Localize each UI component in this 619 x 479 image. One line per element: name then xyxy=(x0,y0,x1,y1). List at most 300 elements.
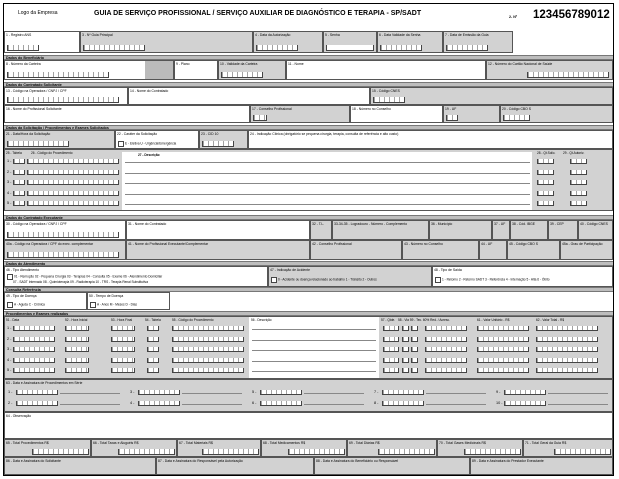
label-nome-profissional-exec: 41 - Nome do Profissional Executante/Complementar xyxy=(128,241,209,246)
input-qt-solic[interactable] xyxy=(537,170,554,175)
input-total-f68[interactable] xyxy=(288,449,345,455)
input-codigo-operadora-exec[interactable] xyxy=(7,232,119,238)
input-tabela-real[interactable] xyxy=(147,337,159,342)
input-serie-data[interactable] xyxy=(504,401,546,406)
section-solicitacao: Dados da Solicitação / Procedimentos e Exames Solicitados xyxy=(4,125,613,130)
label-tl: 32 - T.L. xyxy=(312,221,325,226)
row-number: 5 - xyxy=(7,368,12,372)
input-qtde[interactable] xyxy=(383,326,399,331)
field-profissional-solicitante[interactable] xyxy=(4,105,250,123)
header-qtde: 57 - Qtde. xyxy=(381,318,396,322)
serie-item-number: 10 - xyxy=(496,401,503,405)
sadt-form xyxy=(3,3,614,476)
input-codigo-real[interactable] xyxy=(172,326,244,331)
field-indicacao-acidente[interactable] xyxy=(268,266,432,287)
input-qt-solic[interactable] xyxy=(537,201,554,206)
header-hora-final: 53 - Hora Final xyxy=(111,318,133,322)
label-total-f69: 69 - Total Diárias R$ xyxy=(349,440,380,445)
label-nome-beneficiario: 11 - Nome xyxy=(288,61,304,66)
serie-item-number: 5 - xyxy=(252,390,257,394)
label-total-f65: 65 - Total Procedimentos R$ xyxy=(6,440,49,445)
field-codigo-operadora-sol[interactable] xyxy=(4,87,128,105)
guia-number-label: 2- Nº xyxy=(509,15,518,19)
input-validade-carteira[interactable] xyxy=(221,72,263,78)
label-cid10: 23 - CID 10 xyxy=(201,131,219,136)
input-hora-inicial[interactable] xyxy=(65,368,89,373)
input-codigo-procedimento[interactable] xyxy=(27,170,119,175)
section-realizados: Procedimentos e Exames realizados xyxy=(4,311,613,316)
field-ibge[interactable] xyxy=(510,220,548,240)
field-cep[interactable] xyxy=(548,220,578,240)
field-data-emissao[interactable] xyxy=(443,31,513,53)
input-total-f71[interactable] xyxy=(554,449,611,455)
label-numero-conselho-sol: 18 - Número no Conselho xyxy=(352,106,391,111)
field-tempo-doenca[interactable] xyxy=(87,292,170,310)
checkbox-acidente[interactable] xyxy=(271,277,277,283)
field-uf-exec2[interactable] xyxy=(479,240,507,260)
label-validade-senha: 6 - Data Validade da Senha xyxy=(379,32,421,37)
input-valor-unitario[interactable] xyxy=(477,337,529,342)
serie-assinatura-line[interactable] xyxy=(304,393,364,394)
label-codigo-operadora-sol: 13 - Código na Operadora / CNPJ / CPF xyxy=(6,88,67,93)
input-valor-total[interactable] xyxy=(536,368,598,373)
field-total-f65[interactable] xyxy=(4,439,91,457)
serie-assinatura-line[interactable] xyxy=(60,393,120,394)
input-valor-total[interactable] xyxy=(536,337,598,342)
field-codigo-operadora-exec[interactable] xyxy=(4,220,126,240)
input-codigo-procedimento[interactable] xyxy=(27,159,119,164)
field-procedimentos-serie[interactable] xyxy=(4,379,613,412)
input-serie-data[interactable] xyxy=(382,401,424,406)
field-codigo-exec-complementar[interactable] xyxy=(4,240,126,260)
input-red-acresc[interactable] xyxy=(425,368,467,373)
input-valor-unitario[interactable] xyxy=(477,347,529,352)
header-tabela-real: 54 - Tabela xyxy=(145,318,161,322)
serie-assinatura-line[interactable] xyxy=(426,404,486,405)
field-cnes-exec[interactable] xyxy=(578,220,613,240)
header-descricao-real: 56 - Descrição xyxy=(251,318,272,322)
input-qtde[interactable] xyxy=(383,368,399,373)
section-beneficiario: Dados do Beneficiário xyxy=(4,55,613,60)
label-numero-carteira: 8 - Número da Carteira xyxy=(6,61,41,66)
field-data-autorizacao[interactable] xyxy=(253,31,323,53)
descricao-real-line[interactable] xyxy=(252,329,376,330)
row-number: 3 - xyxy=(7,180,12,184)
row-number: 2 - xyxy=(7,336,12,341)
label-uf-exec: 37 - UF xyxy=(494,221,506,226)
label-municipio: 36 - Município xyxy=(431,221,453,226)
field-municipio[interactable] xyxy=(429,220,492,240)
field-cbo-sol[interactable] xyxy=(500,105,613,123)
tipo-atendimento-opts1: 01 - Remoção 02 - Pequena Cirurgia 03 - Terapias 04 - Consulta 05 - Exame 06 - Atendimento Domiciliar xyxy=(14,274,163,279)
input-cbo-sol[interactable] xyxy=(503,115,530,121)
input-tec[interactable] xyxy=(411,347,418,352)
form-title: GUIA DE SERVIÇO PROFISSIONAL / SERVIÇO AUXILIAR DE DIAGNÓSTICO E TERAPIA - SP/SADT xyxy=(94,10,422,17)
serie-item-number: 3 - xyxy=(130,390,135,394)
label-conselho-exec: 42 - Conselho Profissional xyxy=(312,241,352,246)
field-uf-sol[interactable] xyxy=(443,105,500,123)
header-valor-total: 62 - Valor Total - R$ xyxy=(536,318,565,322)
input-total-f69[interactable] xyxy=(378,449,435,455)
label-data-solicitacao: 21 - Data/Hora da Solicitação xyxy=(6,131,51,136)
tipo-atendimento-opts2: 07 - SADT Internado 08 - Quimioterapia 09 - Radioterapia 10 - TRS - Terapia Renal Substitutiva xyxy=(13,280,149,284)
serie-assinatura-line[interactable] xyxy=(182,404,242,405)
input-tec[interactable] xyxy=(411,358,418,363)
descricao-real-line[interactable] xyxy=(252,350,376,351)
label-logradouro: 33-34-35 - Logradouro - Número - Complemento xyxy=(334,221,408,226)
serie-assinatura-line[interactable] xyxy=(548,404,608,405)
label-indicacao-clinica: 24 - Indicação Clínica (obrigatório se pequena cirurgia, terapia, consulta de referência e alto custo) xyxy=(250,131,399,136)
table-procedimentos-realizados xyxy=(4,316,613,379)
field-nome-contratado-sol[interactable] xyxy=(128,87,370,105)
field-assinatura-prestador[interactable] xyxy=(470,457,613,475)
input-tabela[interactable] xyxy=(13,180,25,185)
input-codigo-procedimento[interactable] xyxy=(27,191,119,196)
descricao-area xyxy=(122,152,532,210)
input-tec[interactable] xyxy=(411,368,418,373)
field-assinatura-solicitante[interactable] xyxy=(4,457,156,475)
input-qt-autoriz[interactable] xyxy=(570,170,587,175)
field-assinatura-autorizacao[interactable] xyxy=(156,457,314,475)
input-codigo-procedimento[interactable] xyxy=(27,201,119,206)
checkbox-tipo-atendimento[interactable] xyxy=(7,274,13,280)
input-codigo-procedimento[interactable] xyxy=(27,180,119,185)
serie-assinatura-line[interactable] xyxy=(182,393,242,394)
label-cep: 39 - CEP xyxy=(550,221,564,226)
carater-options: E - Eletiva U - Urgência/Emergência xyxy=(125,141,177,146)
input-codigo-real[interactable] xyxy=(172,337,244,342)
label-data-autorizacao: 4 - Data da Autorização xyxy=(255,32,291,37)
label-tempo-doenca: 50 - Tempo de Doença xyxy=(89,293,124,298)
input-data-autorizacao[interactable] xyxy=(256,45,298,51)
input-guia-principal[interactable] xyxy=(83,45,145,51)
label-cbo-exec: 45 - Código CBO S xyxy=(509,241,539,246)
label-uf-sol: 19 - UF xyxy=(445,106,457,111)
input-data-emissao[interactable] xyxy=(446,45,488,51)
field-total-f68[interactable] xyxy=(261,439,347,457)
acidente-options: 0 - Acidente ou doença relacionado ao trabalho 1 - Trânsito 2 - Outros xyxy=(278,277,377,282)
input-qt-autoriz[interactable] xyxy=(570,159,587,164)
input-qtde[interactable] xyxy=(383,347,399,352)
label-carater-solicitacao: 22 - Caráter da Solicitação xyxy=(117,131,158,136)
descricao-line[interactable] xyxy=(125,183,530,184)
field-numero-conselho-sol[interactable] xyxy=(350,105,443,123)
input-serie-data[interactable] xyxy=(382,390,424,395)
input-total-f67[interactable] xyxy=(202,449,259,455)
field-grau-participacao[interactable] xyxy=(560,240,613,260)
input-qt-autoriz[interactable] xyxy=(570,191,587,196)
input-red-acresc[interactable] xyxy=(425,347,467,352)
input-numero-carteira[interactable] xyxy=(7,72,109,78)
input-hora-final[interactable] xyxy=(111,347,135,352)
field-conselho-sol[interactable] xyxy=(250,105,350,123)
label-codigo-exec-complementar: 40a - Código na Operadora / CPF do exec. complementar xyxy=(6,241,94,246)
serie-item-number: 7 - xyxy=(374,390,379,394)
input-qtde[interactable] xyxy=(383,358,399,363)
input-codigo-real[interactable] xyxy=(172,358,244,363)
label-grau-participacao: 45a - Grau de Participação xyxy=(562,241,603,246)
label-plano: 9 - Plano xyxy=(176,61,190,66)
row-number: 1 - xyxy=(7,326,12,330)
input-qt-solic[interactable] xyxy=(537,159,554,164)
label-procedimentos-serie: 63 - Data e Assinatura de Procedimentos em Série xyxy=(6,380,83,385)
label-assinatura-prestador: 89 - Data e Assinatura do Prestador Executante xyxy=(472,458,544,463)
descricao-line[interactable] xyxy=(125,162,530,163)
field-tl[interactable] xyxy=(310,220,332,240)
checkbox-carater[interactable] xyxy=(118,141,124,147)
field-nome-beneficiario[interactable] xyxy=(286,60,486,80)
section-atendimento: Dados do Atendimento xyxy=(4,261,613,266)
field-total-f67[interactable] xyxy=(177,439,261,457)
header-valor-unitario: 61 - Valor Unitário - R$ xyxy=(477,318,510,322)
input-valor-unitario[interactable] xyxy=(477,368,529,373)
input-hora-inicial[interactable] xyxy=(65,337,89,342)
row-number: 5 - xyxy=(7,201,12,205)
label-guia-principal: 3 - Nº Guia Principal xyxy=(82,32,113,37)
field-numero-carteira[interactable] xyxy=(4,60,174,80)
input-valor-total[interactable] xyxy=(536,358,598,363)
input-data-real[interactable] xyxy=(13,337,55,342)
input-tec[interactable] xyxy=(411,337,418,342)
input-valor-unitario[interactable] xyxy=(477,358,529,363)
field-registro-ans[interactable] xyxy=(4,31,80,53)
label-assinatura-solicitante: 86 - Data e Assinatura do Solicitante xyxy=(6,458,61,463)
input-qtde[interactable] xyxy=(383,337,399,342)
input-red-acresc[interactable] xyxy=(425,326,467,331)
input-qt-solic[interactable] xyxy=(537,191,554,196)
input-tabela-real[interactable] xyxy=(147,368,159,373)
label-total-f68: 68 - Total Medicamentos R$ xyxy=(263,440,306,445)
input-total-f66[interactable] xyxy=(118,449,175,455)
row-number: 1 - xyxy=(7,159,12,163)
input-hora-final[interactable] xyxy=(111,337,135,342)
guia-number: 123456789012 xyxy=(533,9,610,21)
input-qt-autoriz[interactable] xyxy=(570,201,587,206)
checkbox-tempo-doenca[interactable] xyxy=(90,302,96,308)
input-hora-inicial[interactable] xyxy=(65,326,89,331)
label-cbo-sol: 20 - Código CBO S xyxy=(502,106,532,111)
field-cartao-nacional[interactable] xyxy=(486,60,613,80)
field-logradouro[interactable] xyxy=(332,220,429,240)
label-codigo-operadora-exec: 30 - Código na Operadora / CNPJ / CPF xyxy=(6,221,67,226)
field-total-f66[interactable] xyxy=(91,439,177,457)
carteira-shade xyxy=(145,61,174,80)
input-qt-autoriz[interactable] xyxy=(570,180,587,185)
label-assinatura-beneficiario: 88 - Data e Assinatura do Beneficiário ou Responsável xyxy=(316,458,399,463)
label-registro-ans: 1 - Registro ANS xyxy=(6,32,32,37)
checkbox-tipo-saida[interactable] xyxy=(435,277,441,283)
header-codigo-real: 55 - Código do Procedimento xyxy=(172,318,214,322)
input-uf-sol[interactable] xyxy=(446,115,458,121)
input-data-solicitacao[interactable] xyxy=(7,141,69,147)
serie-assinatura-line[interactable] xyxy=(60,404,120,405)
label-validade-carteira: 10 - Validade da Carteira xyxy=(220,61,258,66)
field-total-f71[interactable] xyxy=(523,439,613,457)
input-hora-final[interactable] xyxy=(111,326,135,331)
input-tabela-real[interactable] xyxy=(147,358,159,363)
input-red-acresc[interactable] xyxy=(425,337,467,342)
descricao-line[interactable] xyxy=(125,173,530,174)
field-observacao[interactable] xyxy=(4,412,613,439)
input-senha[interactable] xyxy=(326,45,374,51)
row-number: 3 - xyxy=(7,347,12,351)
field-total-f70[interactable] xyxy=(437,439,523,457)
header-data-real: 51 - Data xyxy=(6,318,20,322)
serie-assinatura-line[interactable] xyxy=(304,404,364,405)
input-tabela[interactable] xyxy=(13,191,25,196)
input-serie-data[interactable] xyxy=(138,401,180,406)
label-profissional-solicitante: 16 - Nome do Profissional Solicitante xyxy=(6,106,62,111)
field-validade-senha[interactable] xyxy=(377,31,443,53)
field-tipo-doenca[interactable] xyxy=(4,292,87,310)
field-cid10[interactable] xyxy=(199,130,248,149)
label-observacao: 64 - Observação xyxy=(6,413,32,418)
descricao-real-line[interactable] xyxy=(252,340,376,341)
field-cnes-sol[interactable] xyxy=(370,87,613,105)
field-senha[interactable] xyxy=(323,31,377,53)
input-via[interactable] xyxy=(402,368,409,373)
field-cbo-exec[interactable] xyxy=(507,240,560,260)
tempo-doenca-options: A - Anos M - Meses D - Dias xyxy=(97,302,138,307)
input-hora-inicial[interactable] xyxy=(65,347,89,352)
label-tipo-atendimento: 46 - Tipo Atendimento xyxy=(6,267,39,272)
label-cnes-sol: 15 - Código CNES xyxy=(372,88,400,93)
input-hora-inicial[interactable] xyxy=(65,358,89,363)
input-serie-data[interactable] xyxy=(260,390,302,395)
input-codigo-operadora-sol[interactable] xyxy=(7,97,119,103)
field-assinatura-beneficiario[interactable] xyxy=(314,457,470,475)
input-serie-data[interactable] xyxy=(138,390,180,395)
field-plano[interactable] xyxy=(174,60,218,80)
field-numero-conselho-exec[interactable] xyxy=(402,240,479,260)
company-logo: Logo da Empresa xyxy=(18,10,58,16)
serie-item-number: 1 - xyxy=(8,390,13,394)
input-hora-final[interactable] xyxy=(111,368,135,373)
input-data-real[interactable] xyxy=(13,368,55,373)
input-cnes-sol[interactable] xyxy=(373,97,405,103)
label-indicacao-acidente: 47 - Indicação de Acidente xyxy=(270,267,310,272)
input-serie-data[interactable] xyxy=(16,390,58,395)
serie-assinatura-line[interactable] xyxy=(548,393,608,394)
input-codigo-real[interactable] xyxy=(172,347,244,352)
input-data-real[interactable] xyxy=(13,347,55,352)
descricao-line[interactable] xyxy=(125,204,530,205)
input-via[interactable] xyxy=(402,358,409,363)
input-validade-senha[interactable] xyxy=(380,45,422,51)
table-procedimentos-solicitados xyxy=(4,149,613,211)
serie-item-number: 2 - xyxy=(8,401,13,405)
section-solicitante: Dados do Contratado Solicitante xyxy=(4,82,613,87)
label-tipo-saida: 48 - Tipo de Saída xyxy=(434,267,462,272)
input-registro-ans[interactable] xyxy=(7,45,39,51)
input-tabela-real[interactable] xyxy=(147,326,159,331)
serie-item-number: 9 - xyxy=(496,390,501,394)
label-cartao-nacional: 12 - Número do Cartão Nacional de Saúde xyxy=(488,61,553,66)
label-senha: 5 - Senha xyxy=(325,32,340,37)
input-hora-final[interactable] xyxy=(111,358,135,363)
field-nome-profissional-exec[interactable] xyxy=(126,240,310,260)
input-serie-data[interactable] xyxy=(260,401,302,406)
descricao-line[interactable] xyxy=(125,194,530,195)
row-number: 4 - xyxy=(7,357,12,362)
section-consulta: Consulta Referência xyxy=(4,287,613,292)
serie-assinatura-line[interactable] xyxy=(426,393,486,394)
header-codigo-sol: 26 - Código do Procedimento xyxy=(31,151,73,155)
input-serie-data[interactable] xyxy=(504,390,546,395)
label-assinatura-autorizacao: 87 - Data e Assinatura do Responsável pela Autorização xyxy=(158,458,243,463)
input-cid10[interactable] xyxy=(202,141,234,147)
label-ibge: 38 - Cód. IBGE xyxy=(512,221,535,226)
input-codigo-exec-complementar[interactable] xyxy=(7,252,119,258)
serie-item-number: 8 - xyxy=(374,401,379,405)
header-qt-autoriz: 29 - Qt.Autoriz. xyxy=(563,151,585,155)
header-descricao-sol: 27 - Descrição xyxy=(138,153,160,157)
label-data-emissao: 7 - Data de Emissão da Guia xyxy=(445,32,489,37)
field-tipo-atendimento[interactable] xyxy=(4,266,268,287)
input-conselho-sol[interactable] xyxy=(253,115,267,121)
label-total-f71: 71 - Total Geral da Guia R$ xyxy=(525,440,567,445)
field-guia-principal[interactable] xyxy=(80,31,253,53)
input-total-f65[interactable] xyxy=(32,449,89,455)
descricao-real-area xyxy=(249,317,379,379)
field-uf-exec[interactable] xyxy=(492,220,510,240)
input-tabela[interactable] xyxy=(13,159,25,164)
descricao-real-line[interactable] xyxy=(252,371,376,372)
input-tabela[interactable] xyxy=(13,201,25,206)
field-nome-contratado-exec[interactable] xyxy=(126,220,310,240)
label-numero-conselho-exec: 43 - Número no Conselho xyxy=(404,241,443,246)
input-valor-unitario[interactable] xyxy=(477,326,529,331)
field-carater-solicitacao[interactable] xyxy=(115,130,199,149)
input-serie-data[interactable] xyxy=(16,401,58,406)
input-via[interactable] xyxy=(402,337,409,342)
input-valor-total[interactable] xyxy=(536,326,598,331)
field-conselho-exec[interactable] xyxy=(310,240,402,260)
input-tabela[interactable] xyxy=(13,170,25,175)
input-total-f70[interactable] xyxy=(464,449,521,455)
field-total-f69[interactable] xyxy=(347,439,437,457)
checkbox-tipo-doenca[interactable] xyxy=(7,302,13,308)
input-qt-solic[interactable] xyxy=(537,180,554,185)
input-cartao-nacional[interactable] xyxy=(527,72,609,78)
input-data-real[interactable] xyxy=(13,358,55,363)
input-valor-total[interactable] xyxy=(536,347,598,352)
tipo-saida-options: 1 - Retorno 2 - Retorno SADT 3 - Referência 4 - Internação 5 - Alta 6 - Óbito xyxy=(442,277,550,282)
field-data-solicitacao[interactable] xyxy=(4,130,115,149)
header-via-tec: 58 - Via 59 - Tec. 60% Red. / Acresc. xyxy=(398,318,450,322)
field-validade-carteira[interactable] xyxy=(218,60,286,80)
input-tabela-real[interactable] xyxy=(147,347,159,352)
label-uf-exec2: 44 - UF xyxy=(481,241,493,246)
header-tabela-sol: 25 - Tabela xyxy=(6,151,22,155)
input-codigo-real[interactable] xyxy=(172,368,244,373)
input-via[interactable] xyxy=(402,326,409,331)
field-indicacao-clinica[interactable] xyxy=(248,130,613,149)
descricao-real-line[interactable] xyxy=(252,361,376,362)
serie-item-number: 4 - xyxy=(130,401,135,405)
input-red-acresc[interactable] xyxy=(425,358,467,363)
section-executante: Dados do Contratado Executante xyxy=(4,215,613,220)
input-tec[interactable] xyxy=(411,326,418,331)
label-total-f70: 70 - Total Gases Medicinais R$ xyxy=(439,440,486,445)
row-number: 4 - xyxy=(7,190,12,195)
label-nome-contratado-exec: 31 - Nome do Contratado xyxy=(128,221,167,226)
label-cnes-exec: 40 - Código CNES xyxy=(580,221,608,226)
input-data-real[interactable] xyxy=(13,326,55,331)
field-tipo-saida[interactable] xyxy=(432,266,613,287)
input-via[interactable] xyxy=(402,347,409,352)
label-nome-contratado-sol: 14 - Nome do Contratado xyxy=(130,88,169,93)
